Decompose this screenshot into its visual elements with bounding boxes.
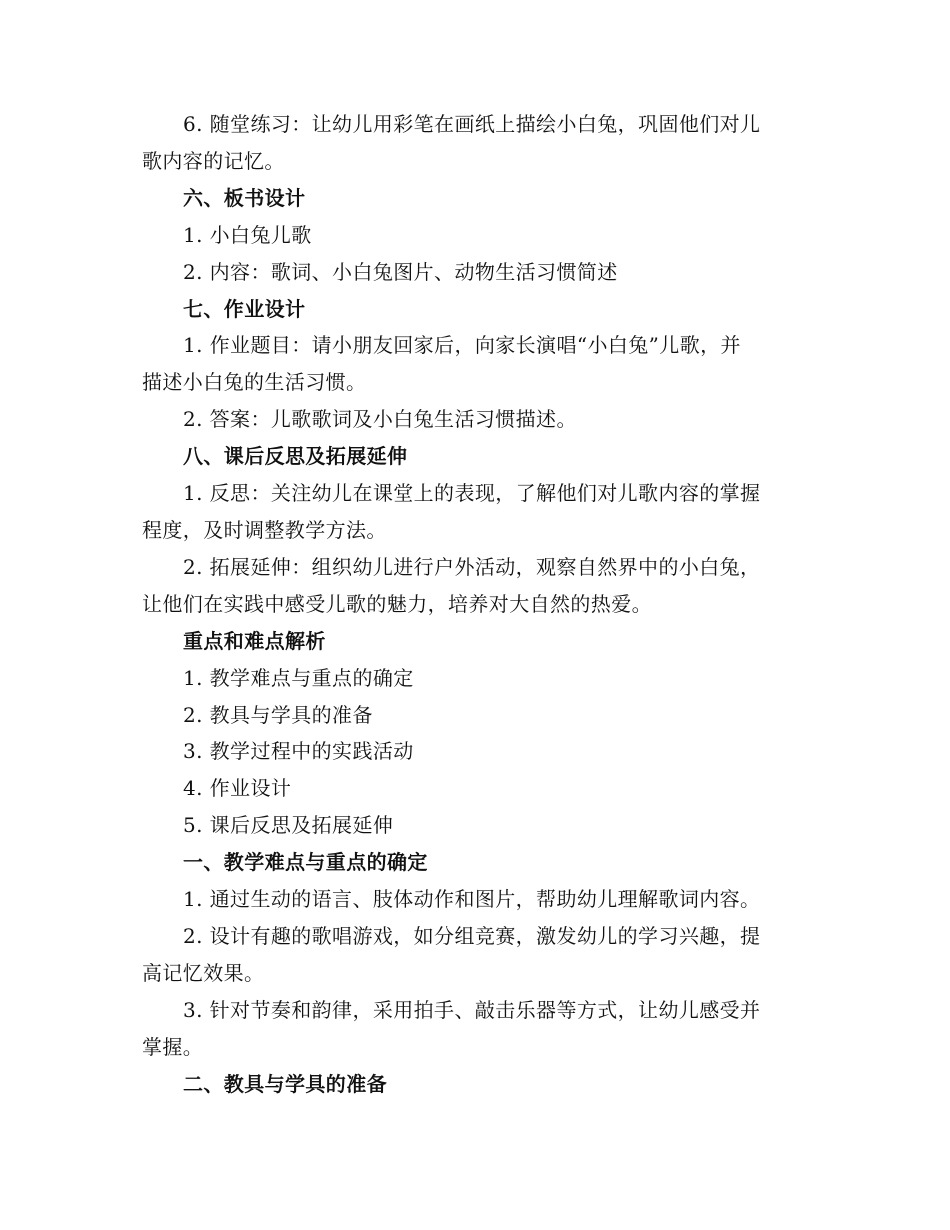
- list-item-board-1: 1. 小白兔儿歌: [183, 222, 312, 247]
- paragraph-detail-2-line1: 2. 设计有趣的歌唱游戏，如分组竞赛，激发幼儿的学习兴趣，提: [183, 923, 761, 948]
- paragraph-detail-2-line2: 高记忆效果。: [142, 960, 265, 985]
- paragraph-homework-1-line2: 描述小白兔的生活习惯。: [142, 370, 367, 395]
- paragraph-reflection-2-line2: 让他们在实践中感受儿歌的魅力，培养对大自然的热爱。: [142, 591, 652, 616]
- heading-section-one: 一、教学难点与重点的确定: [183, 850, 428, 875]
- list-item-key-2: 2. 教具与学具的准备: [183, 702, 373, 727]
- paragraph-reflection-1-line1: 1. 反思：关注幼儿在课堂上的表现，了解他们对儿歌内容的掌握: [183, 481, 761, 506]
- heading-key-points: 重点和难点解析: [183, 628, 326, 653]
- list-item-key-5: 5. 课后反思及拓展延伸: [183, 813, 394, 838]
- paragraph-practice-line1: 6. 随堂练习：让幼儿用彩笔在画纸上描绘小白兔，巩固他们对儿: [183, 112, 761, 136]
- list-item-key-3: 3. 教学过程中的实践活动: [183, 739, 414, 764]
- heading-homework-design: 七、作业设计: [183, 296, 306, 321]
- paragraph-detail-3-line2: 掌握。: [142, 1034, 204, 1059]
- heading-section-two: 二、教具与学具的准备: [183, 1071, 387, 1096]
- heading-reflection: 八、课后反思及拓展延伸: [183, 444, 408, 469]
- paragraph-practice-line2: 歌内容的记忆。: [142, 148, 285, 173]
- heading-board-design: 六、板书设计: [183, 185, 306, 210]
- list-item-key-4: 4. 作业设计: [183, 776, 292, 801]
- paragraph-homework-2: 2. 答案：儿歌歌词及小白兔生活习惯描述。: [183, 407, 577, 432]
- paragraph-detail-1: 1. 通过生动的语言、肢体动作和图片，帮助幼儿理解歌词内容。: [183, 887, 761, 912]
- paragraph-reflection-1-line2: 程度，及时调整教学方法。: [142, 517, 387, 542]
- list-item-board-2: 2. 内容：歌词、小白兔图片、动物生活习惯简述: [183, 259, 618, 284]
- paragraph-detail-3-line1: 3. 针对节奏和韵律，采用拍手、敲击乐器等方式，让幼儿感受并: [183, 997, 761, 1022]
- document-page: [142, 106, 808, 1102]
- paragraph-reflection-2-line1: 2. 拓展延伸：组织幼儿进行户外活动，观察自然界中的小白兔，: [183, 554, 761, 579]
- paragraph-homework-1-line1: 1. 作业题目：请小朋友回家后，向家长演唱“小白兔”儿歌，并: [183, 333, 741, 358]
- list-item-key-1: 1. 教学难点与重点的确定: [183, 665, 414, 690]
